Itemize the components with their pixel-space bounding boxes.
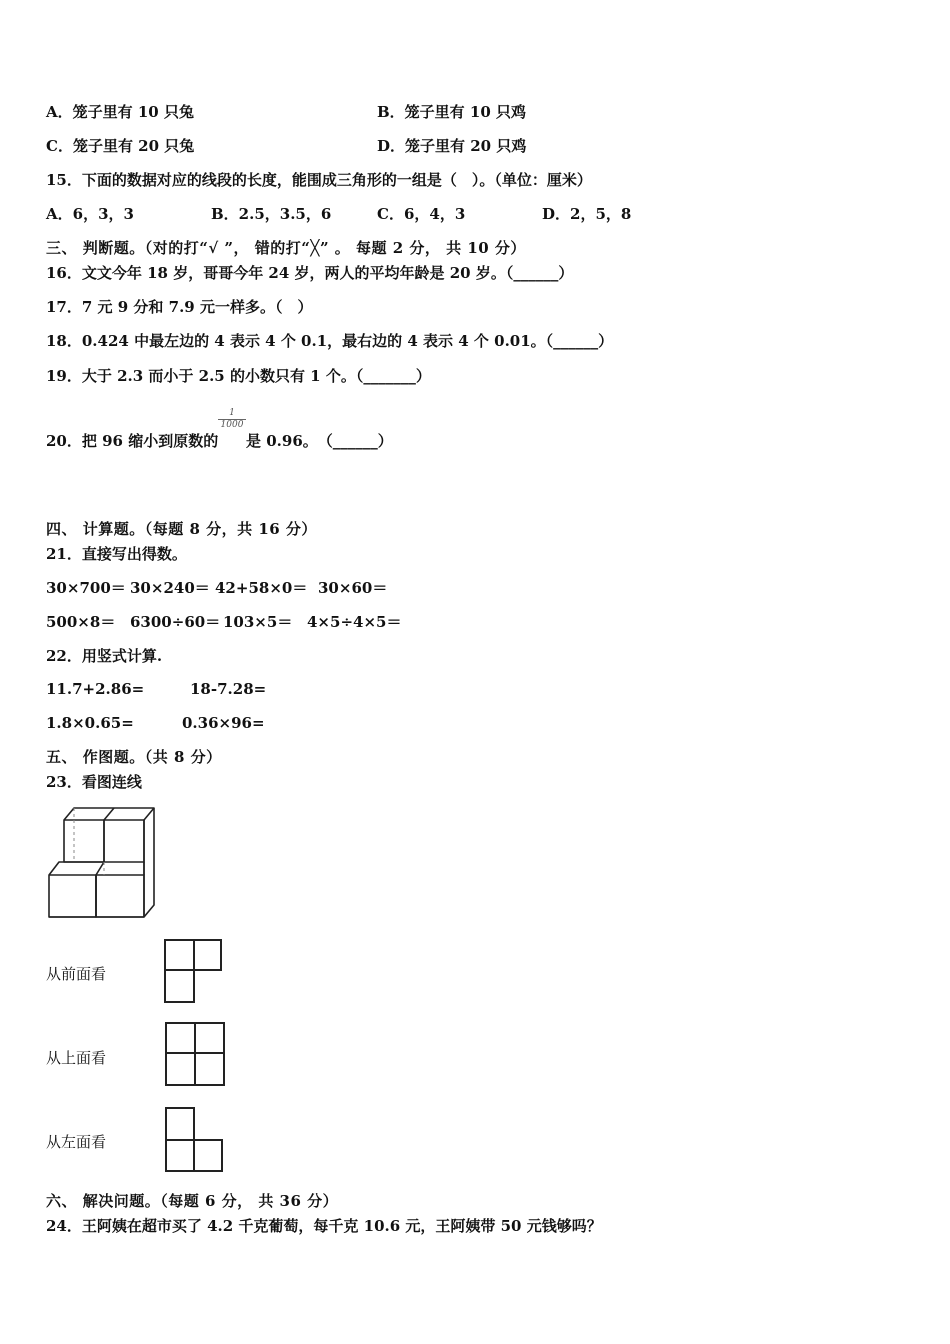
calc-item: 30×60＝ (318, 579, 388, 597)
q14-option-b: B．笼子里有 10 只鸡 (377, 103, 526, 121)
calc-item: 4×5÷4×5＝ (307, 613, 402, 631)
q24: 24．王阿姨在超市买了 4.2 千克葡萄，每千克 10.6 元，王阿姨带 50 元钱够吗？ (46, 1217, 602, 1235)
view-front-label: 从前面看 (46, 965, 107, 983)
calc-item: 18-7.28= (190, 680, 267, 698)
q18: 18．0.424 中最左边的 4 表示 4 个 0.1，最右边的 4 表示 4 个 0.01。（______） (46, 332, 614, 350)
q14-option-c: C．笼子里有 20 只兔 (46, 137, 195, 155)
q20-fraction (218, 408, 246, 431)
q15-question: 15．下面的数据对应的线段的长度，能围成三角形的一组是（ ）。（单位：厘米） (46, 171, 592, 189)
section3-title: 三、 判断题。（对的打“√ ”， 错的打“╳” 。 每题 2 分， 共 10 分） (46, 239, 526, 257)
q16: 16．文文今年 18 岁，哥哥今年 24 岁，两人的平均年龄是 20 岁。（______） (46, 264, 574, 282)
q15-option-c: C．6，4，3 (377, 205, 466, 223)
q20-prefix: 20．把 96 缩小到原数的 (46, 432, 219, 450)
section6-title: 六、 解决问题。（每题 6 分， 共 36 分） (46, 1192, 339, 1210)
section5-title: 五、 作图题。（共 8 分） (46, 748, 222, 766)
q15-option-b: B．2.5，3.5，6 (211, 205, 332, 223)
calc-item: 1.8×0.65= (46, 714, 134, 732)
left-view-figure (163, 1105, 227, 1175)
calc-item: 6300÷60＝ (130, 613, 221, 631)
q21: 21．直接写出得数。 (46, 545, 187, 563)
calc-item: 103×5＝ (223, 613, 293, 631)
top-view-figure (163, 1019, 229, 1089)
q20-fraction-denominator: 1000 (220, 420, 244, 430)
calc-item: 0.36×96= (182, 714, 265, 732)
calc-item: 30×700＝ (46, 579, 126, 597)
q15-option-a: A．6，3，3 (46, 205, 134, 223)
calc-item: 42+58×0＝ (215, 579, 308, 597)
q14-option-a: A．笼子里有 10 只兔 (46, 103, 194, 121)
section4-title: 四、 计算题。（每题 8 分，共 16 分） (46, 520, 317, 538)
q22: 22．用竖式计算. (46, 647, 163, 665)
q19: 19．大于 2.3 而小于 2.5 的小数只有 1 个。（_______） (46, 367, 431, 385)
front-view-figure (163, 937, 225, 1005)
calc-item: 30×240＝ (130, 579, 210, 597)
q20-suffix: 是 0.96。 （______） (246, 432, 393, 450)
q15-option-d: D．2，5，8 (542, 205, 632, 223)
calc-item: 11.7+2.86= (46, 680, 145, 698)
q23: 23．看图连线 (46, 773, 142, 791)
q20-fraction-numerator: 1 (218, 408, 246, 420)
q14-option-d: D．笼子里有 20 只鸡 (377, 137, 527, 155)
cube-stack-figure (44, 802, 159, 924)
view-left-label: 从左面看 (46, 1133, 107, 1151)
calc-item: 500×8＝ (46, 613, 116, 631)
view-top-label: 从上面看 (46, 1049, 107, 1067)
q17: 17．7 元 9 分和 7.9 元一样多。（ ） (46, 298, 313, 316)
